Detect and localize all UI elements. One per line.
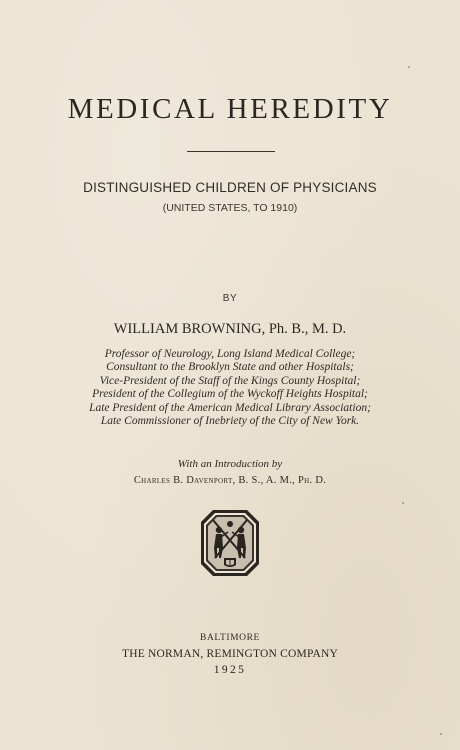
author-name: WILLIAM BROWNING, Ph. B., M. D.	[113, 321, 347, 337]
paper-speck	[402, 502, 404, 504]
credential-line: President of the Collegium of the Wyckoff Heights Hospital;	[92, 388, 368, 401]
imprint-publisher: THE NORMAN, REMINGTON COMPANY	[121, 648, 338, 660]
author-credentials	[0, 348, 460, 428]
by-line: BY	[222, 293, 238, 304]
credential-line: Professor of Neurology, Long Island Medical College;	[104, 348, 356, 360]
title-rule	[187, 151, 275, 152]
credential-line: Vice-President of the Staff of the Kings County Hospital;	[99, 374, 361, 387]
subtitle-note: (UNITED STATES, TO 1910)	[162, 202, 298, 214]
credential-line: Late President of the American Medical Library Association;	[89, 401, 371, 414]
publisher-device-seal-icon	[199, 508, 261, 578]
book-title: MEDICAL HEREDITY	[67, 93, 393, 125]
imprint-place: BALTIMORE	[200, 633, 260, 643]
paper-speck	[440, 733, 442, 735]
imprint-year: 1925	[213, 664, 247, 676]
introduction-line: With an Introduction by	[177, 458, 283, 470]
book-subtitle: DISTINGUISHED CHILDREN OF PHYSICIANS	[83, 180, 377, 195]
introducer-name: Charles B. Davenport, B. S., A. M., Ph. D.	[133, 475, 327, 486]
credential-line: Consultant to the Brooklyn State and other Hospitals;	[106, 361, 354, 374]
paper-speck	[408, 66, 410, 68]
credential-line: Late Commissioner of Inebriety of the City of New York.	[100, 414, 360, 427]
